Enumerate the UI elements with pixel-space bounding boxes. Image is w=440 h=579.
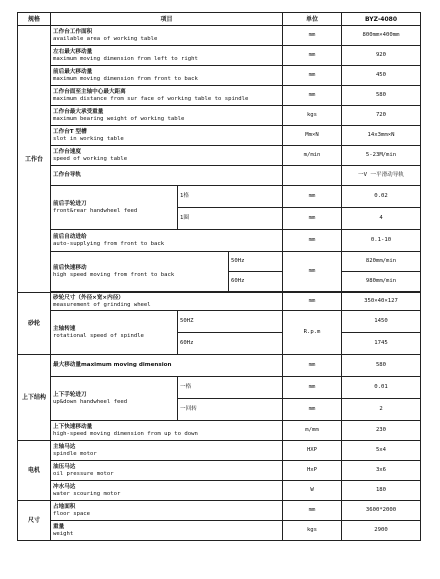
value-cell: 980mm/min	[342, 272, 421, 292]
item-cell	[51, 252, 229, 292]
item-zh: 前后快速移动	[53, 264, 87, 271]
item-en: slot in working table	[53, 135, 124, 142]
item-cell	[51, 441, 283, 461]
unit-cell: Mm×N	[283, 126, 342, 146]
item-cell	[51, 355, 283, 377]
item-cell	[51, 293, 283, 311]
value-cell: 920	[342, 46, 421, 66]
table-row	[18, 146, 421, 166]
item-en: measurement of grinding wheel	[53, 301, 151, 308]
category-updown-structure: 上下结构	[18, 355, 51, 441]
unit-cell: mm	[283, 46, 342, 66]
value-cell: 580	[342, 86, 421, 106]
header-unit: 单位	[283, 13, 342, 26]
unit-cell: m/mm	[283, 421, 342, 441]
sub-label-cell: 60Hz	[229, 272, 283, 292]
value-cell: 一V 一平滑动导轨	[342, 166, 421, 186]
item-en: maximum distance from sur face of working table to spindle	[53, 95, 249, 102]
item-zh: 上下快速移动量	[53, 423, 93, 430]
unit-cell: mm	[283, 66, 342, 86]
item-en: maximum moving dimension from front to back	[53, 75, 198, 82]
item-en: front&rear handwheel feed	[53, 207, 138, 214]
item-zh: 工作台速度	[53, 148, 81, 155]
unit-cell: mm	[283, 252, 342, 292]
value-cell: 5-23M/min	[342, 146, 421, 166]
item-zh: 工作台T 型槽	[53, 128, 87, 135]
item-cell	[51, 481, 283, 501]
value-cell: 580	[342, 355, 421, 377]
table-row	[18, 26, 421, 46]
header-model: BYZ-4080	[342, 13, 421, 26]
table-row	[18, 521, 421, 541]
item-en: water scouring motor	[53, 490, 121, 497]
value-cell: 350×40×127	[342, 293, 421, 311]
value-cell: 0.01	[342, 377, 421, 399]
item-zh: 冲水马达	[53, 483, 76, 490]
item-cell	[51, 86, 283, 106]
value-cell: 230	[342, 421, 421, 441]
table-row	[18, 166, 421, 186]
item-zh: 占地面积	[53, 503, 76, 510]
value-cell: 450	[342, 66, 421, 86]
unit-cell: mm	[283, 230, 342, 252]
category-motor: 电机	[18, 441, 51, 501]
item-cell	[51, 46, 283, 66]
table-row	[18, 481, 421, 501]
item-cell	[51, 230, 283, 252]
item-en: speed of working table	[53, 155, 128, 162]
value-cell: 0.02	[342, 186, 421, 208]
table-row	[18, 461, 421, 481]
item-cell	[51, 26, 283, 46]
category-size: 尺寸	[18, 501, 51, 541]
item-cell	[51, 126, 283, 146]
header-row	[18, 13, 421, 26]
item-zh: 工作台导轨	[53, 172, 81, 178]
item-en: available area of working table	[53, 35, 158, 42]
value-cell: 820mm/min	[342, 252, 421, 272]
item-en: auto-supplying from front to back	[53, 240, 165, 247]
value-cell: 3x6	[342, 461, 421, 481]
value-cell: 180	[342, 481, 421, 501]
item-zh: 重量	[53, 523, 65, 530]
table-row	[18, 355, 421, 377]
unit-cell: mm	[283, 355, 342, 377]
item-zh: 前后自动进给	[53, 233, 87, 240]
value-cell: 4	[342, 208, 421, 230]
unit-cell: mm	[283, 399, 342, 421]
value-cell: 800mm×400mm	[342, 26, 421, 46]
category-working-table: 工作台	[18, 26, 51, 293]
unit-cell: m/min	[283, 146, 342, 166]
value-cell: 2	[342, 399, 421, 421]
item-zh: 最大移动量maximum moving dimension	[53, 362, 172, 368]
table-row	[18, 126, 421, 146]
item-cell	[51, 501, 283, 521]
table-row	[18, 230, 421, 252]
unit-cell: mm	[283, 293, 342, 311]
item-en: up&down handwheel feed	[53, 398, 128, 405]
item-en: floor space	[53, 510, 91, 517]
item-zh: 上下手轮进刀	[53, 391, 87, 398]
table-row	[18, 421, 421, 441]
table-row	[18, 311, 421, 333]
table-row	[18, 186, 421, 208]
item-cell	[51, 521, 283, 541]
table-row	[18, 46, 421, 66]
table-row	[18, 66, 421, 86]
value-cell: 1745	[342, 333, 421, 355]
item-en: oil pressure motor	[53, 470, 114, 477]
unit-cell: HxP	[283, 461, 342, 481]
item-cell	[51, 311, 178, 355]
unit-cell: mm	[283, 501, 342, 521]
header-category: 规格	[18, 13, 51, 26]
sub-label-cell: 50HZ	[178, 311, 283, 333]
sub-label-cell: 60Hz	[178, 333, 283, 355]
item-zh: 前后手轮进刀	[53, 200, 87, 207]
value-cell: 2900	[342, 521, 421, 541]
unit-cell: mm	[283, 208, 342, 230]
value-cell: 1450	[342, 311, 421, 333]
header-item: 项目	[51, 13, 283, 26]
value-cell: 0.1-10	[342, 230, 421, 252]
sub-label-cell: 1格	[178, 186, 283, 208]
item-zh: 工作台面至主轴中心最大距离	[53, 88, 126, 95]
item-zh: 主轴马达	[53, 443, 76, 450]
item-en: spindle motor	[53, 450, 97, 457]
table-row	[18, 377, 421, 399]
unit-cell: HXP	[283, 441, 342, 461]
unit-cell: mm	[283, 186, 342, 208]
item-zh: 工作台工作面积	[53, 28, 93, 35]
unit-cell: kgs	[283, 106, 342, 126]
item-en: maximum bearing weight of working table	[53, 115, 185, 122]
spec-table	[17, 12, 421, 541]
table-row	[18, 106, 421, 126]
item-cell	[51, 186, 178, 230]
table-row	[18, 86, 421, 106]
item-zh: 工作台最大承受重量	[53, 108, 104, 115]
item-cell	[51, 461, 283, 481]
unit-cell: W	[283, 481, 342, 501]
item-cell	[51, 146, 283, 166]
item-en: high speed moving from front to back	[53, 271, 175, 278]
item-zh: 主轴转速	[53, 325, 76, 332]
unit-cell: mm	[283, 86, 342, 106]
unit-cell	[283, 166, 342, 186]
item-en: weight	[53, 530, 74, 537]
value-cell: 5x4	[342, 441, 421, 461]
table-row	[18, 501, 421, 521]
sub-label-cell: 一回转	[178, 399, 283, 421]
unit-cell: mm	[283, 377, 342, 399]
item-cell	[51, 421, 283, 441]
unit-cell: kgs	[283, 521, 342, 541]
category-grinding-wheel: 砂轮	[18, 293, 51, 355]
item-cell	[51, 66, 283, 86]
item-zh: 左右最大移动量	[53, 48, 93, 55]
unit-cell: R.p.m	[283, 311, 342, 355]
value-cell: 3600*2000	[342, 501, 421, 521]
sub-label-cell: 1圈	[178, 208, 283, 230]
sub-label-cell: 一格	[178, 377, 283, 399]
sub-label-cell: 50Hz	[229, 252, 283, 272]
item-zh: 油压马达	[53, 463, 76, 470]
table-row	[18, 441, 421, 461]
item-zh: 砂轮尺寸（外径×宽×内径）	[53, 294, 124, 301]
value-cell: 720	[342, 106, 421, 126]
item-en: rotational speed of spindle	[53, 332, 144, 339]
item-en: maximum moving dimension from left to right	[53, 55, 198, 62]
item-cell	[51, 106, 283, 126]
table-row	[18, 293, 421, 311]
table-row	[18, 252, 421, 272]
item-en: high-speed moving dimension from up to down	[53, 430, 198, 437]
value-cell: 14x3mm×N	[342, 126, 421, 146]
item-zh: 前后最大移动量	[53, 68, 93, 75]
unit-cell: mm	[283, 26, 342, 46]
item-cell	[51, 377, 178, 421]
item-cell	[51, 166, 283, 186]
